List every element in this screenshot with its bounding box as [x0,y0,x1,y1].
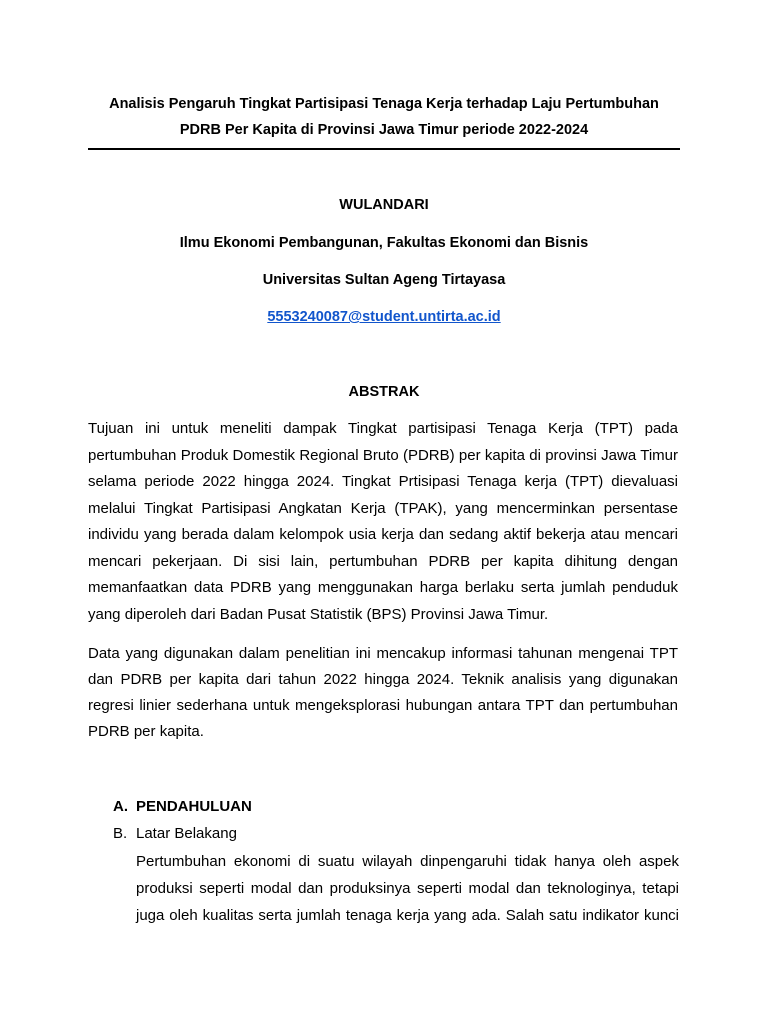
abstract-paragraph-2 [88,641,678,745]
section-b-label: Latar Belakang [136,825,237,842]
section-a-heading [113,797,680,817]
text-line: PDRB per kapita. [88,723,204,740]
text-line: yang diperoleh dari Badan Pusat Statistik (BPS) Provinsi Jawa Timur. [88,605,549,623]
abstract-paragraph-1 [88,416,678,628]
paper-title [88,91,680,143]
author-university: Universitas Sultan Ageng Tirtayasa [262,272,506,288]
text-line: melalui Tingkat Partisipasi Angkatan Kerja (TPAK), yang mencerminkan persentase [88,499,678,517]
text-line: produksi seperti modal dan produksinya seperti modal dan teknologinya, tetapi [136,880,679,897]
text-line: mencari pekerjaan. Di sisi lain, pertumbuhan PDRB per kapita dihitung dengan [88,552,678,570]
text-line: Pertumbuhan ekonomi di suatu wilayah dinpengaruhi tidak hanya oleh aspek [136,853,679,870]
section-a-label: PENDAHULUAN [136,798,252,815]
author-email-link[interactable]: 5553240087@student.untirta.ac.id [267,309,501,325]
section-b-heading [113,824,680,844]
email-line [88,307,680,327]
text-line: individu yang berada dalam kelompok usia kerja dan sedang aktif bekerja atau mencari [88,526,678,543]
author-name: WULANDARI [339,197,429,213]
intro-paragraph [136,848,679,929]
text-line: selama periode 2022 hingga 2024. Tingkat Prtisipasi Tenaga kerja (TPT) dievaluasi [88,473,678,490]
list-marker: A. [113,798,128,815]
list-marker: B. [113,825,128,842]
text-line: juga oleh kualitas serta jumlah tenaga kerja yang ada. Salah satu indikator kunci [136,907,679,924]
text-line: Data yang digunakan dalam penelitian ini mencakup informasi tahunan mengenai TPT [88,645,678,662]
text-line: regresi linier sederhana untuk mengeksplorasi hubungan antara TPT dan pertumbuhan [88,697,678,714]
paper-title-line-2: PDRB Per Kapita di Provinsi Jawa Timur periode 2022-2024 [179,122,589,138]
author-department: Ilmu Ekonomi Pembangunan, Fakultas Ekonomi dan Bisnis [179,235,589,251]
abstract-heading: ABSTRAK [348,384,420,400]
title-divider [88,148,680,150]
text-line: pertumbuhan Produk Domestik Regional Bruto (PDRB) per kapita di provinsi Jawa Timur [88,446,678,464]
text-line: Tujuan ini untuk meneliti dampak Tingkat partisipasi Tenaga Kerja (TPT) pada [88,420,678,437]
text-line: dan PDRB per kapita dari tahun 2022 hingga 2024. Teknik analisis yang digunakan [88,671,678,688]
paper-title-line-1: Analisis Pengaruh Tingkat Partisipasi Tenaga Kerja terhadap Laju Pertumbuhan [109,96,659,112]
text-line: memanfaatkan data PDRB yang menggunakan harga berlaku serta jumlah penduduk [88,579,678,596]
